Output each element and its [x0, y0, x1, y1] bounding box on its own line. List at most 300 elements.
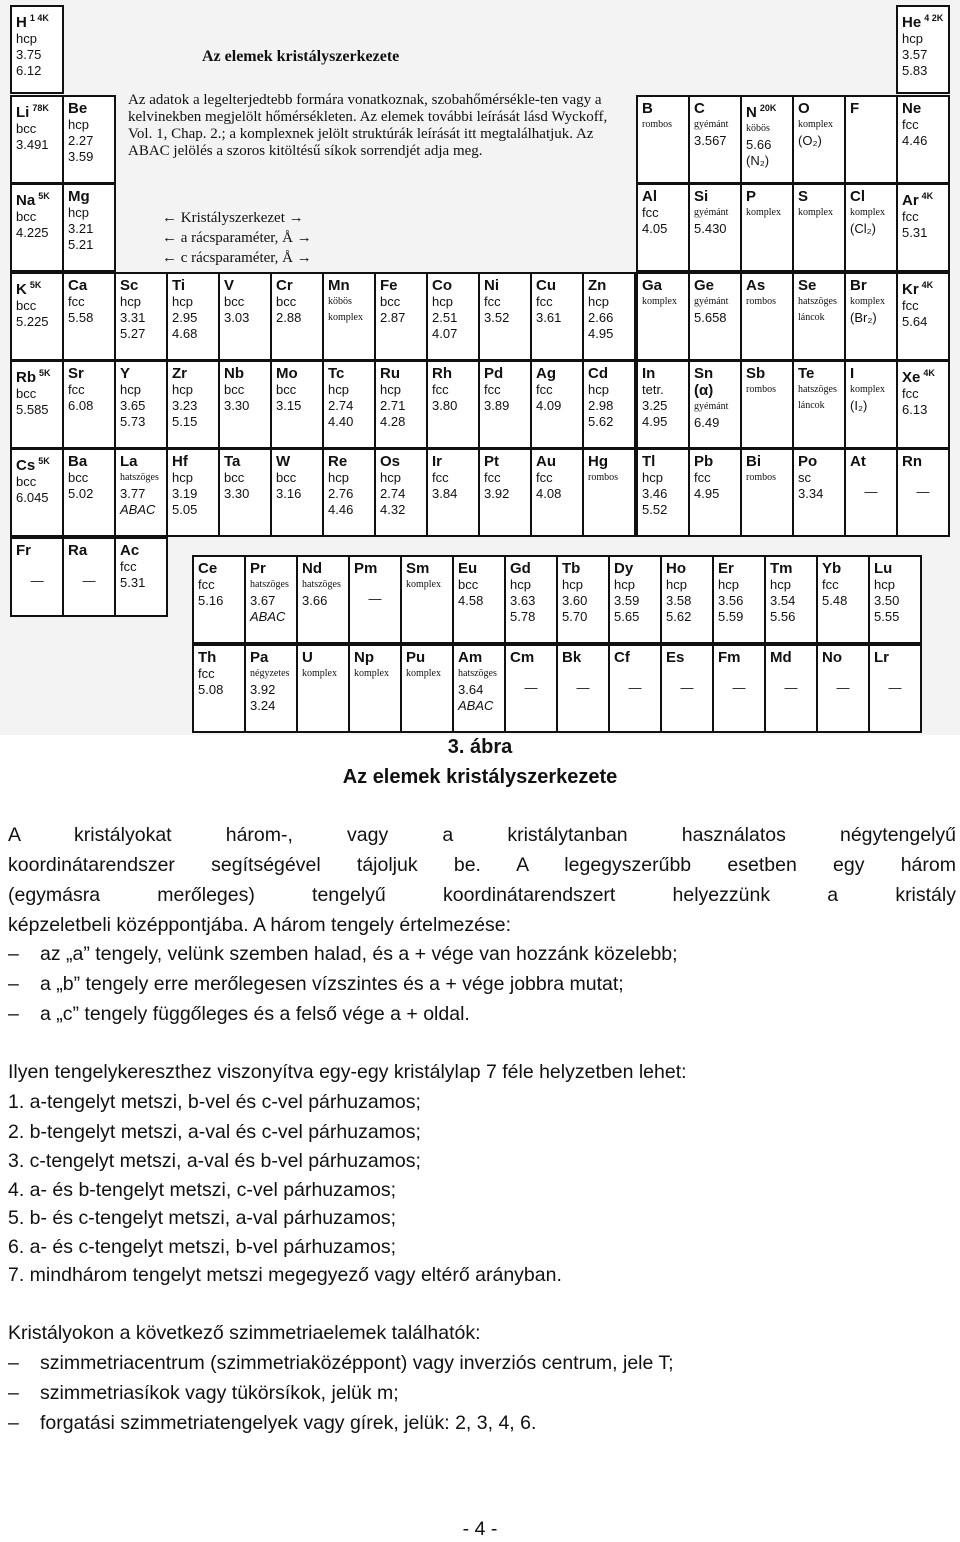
- element-value: láncok: [798, 400, 825, 411]
- element-value: —: [732, 680, 746, 695]
- figure-number: 3. ábra: [447, 736, 513, 758]
- element-value: fcc: [902, 209, 919, 224]
- element-value: négyzetes: [250, 668, 290, 679]
- position-item: 3. c-tengelyt metszi, a-val és b-vel párhuzamos;: [8, 1150, 421, 1172]
- element-value: hcp: [432, 294, 453, 309]
- element-cell-p: [740, 183, 794, 272]
- element-value: 5.58: [68, 310, 94, 325]
- element-value: 2.88: [276, 310, 302, 325]
- element-value: 3.50: [874, 593, 900, 608]
- element-symbol: Ne: [902, 100, 922, 117]
- element-value: 2.27: [68, 133, 94, 148]
- element-value: 5.66: [746, 137, 772, 152]
- element-value: 5.83: [902, 63, 928, 78]
- element-value: 3.19: [172, 486, 198, 501]
- element-value: hcp: [666, 577, 687, 592]
- element-cell-zn: [582, 272, 636, 361]
- element-value: komplex: [406, 579, 441, 590]
- element-symbol: Po: [798, 453, 818, 470]
- element-value: 3.84: [432, 486, 458, 501]
- element-cell-ar: [896, 183, 950, 272]
- element-symbol: Tm: [770, 560, 793, 577]
- element-symbol: At: [850, 453, 866, 470]
- legend-title: Az elemek kristályszerkezete: [202, 48, 400, 65]
- element-value: hcp: [770, 577, 791, 592]
- element-value: ABAC: [250, 609, 286, 624]
- element-value: 3.80: [432, 398, 458, 413]
- element-value: 6.13: [902, 402, 928, 417]
- element-cell-tm: [764, 555, 818, 644]
- element-cell-fe: [374, 272, 428, 361]
- element-symbol: Te: [798, 365, 815, 382]
- element-value: 4.95: [588, 326, 614, 341]
- element-value: 5.64: [902, 314, 928, 329]
- element-value: 4.07: [432, 326, 458, 341]
- element-cell-c: [688, 95, 742, 184]
- element-symbol: Eu: [458, 560, 478, 577]
- element-symbol: Hf: [172, 453, 188, 470]
- element-value: 3.57: [902, 47, 928, 62]
- element-value: 3.30: [224, 486, 250, 501]
- element-note: 5K: [29, 280, 42, 290]
- figure-title: Az elemek kristályszerkezete: [342, 766, 618, 788]
- element-value: bcc: [16, 474, 37, 489]
- element-value: 4.28: [380, 414, 406, 429]
- element-value: 5.70: [562, 609, 588, 624]
- element-cell-ni: [478, 272, 532, 361]
- element-value: 2.95: [172, 310, 198, 325]
- element-value: 3.24: [250, 698, 276, 713]
- element-cell-cd: [582, 360, 636, 449]
- element-cell-bk: [556, 644, 610, 733]
- element-value: 5.73: [120, 414, 146, 429]
- element-symbol: Sn (α): [694, 365, 714, 399]
- intro-line-1: A kristályokat három-, vagy a kristálytanban használatos négytengelyű: [8, 824, 956, 846]
- element-symbol: Es: [666, 649, 685, 666]
- element-symbol: Fe: [380, 277, 398, 294]
- element-value: komplex: [328, 312, 363, 323]
- element-cell-eu: [452, 555, 506, 644]
- element-cell-te: [792, 360, 846, 449]
- element-symbol: Xe $^{4K}$: [902, 368, 935, 386]
- element-cell-w: [270, 448, 324, 537]
- element-symbol: I: [850, 365, 855, 382]
- element-value: köbös: [328, 296, 352, 307]
- element-symbol: Ag: [536, 365, 556, 382]
- element-symbol: Ti: [172, 277, 186, 294]
- element-cell-ir: [426, 448, 480, 537]
- element-value: bcc: [224, 294, 245, 309]
- element-value: —: [836, 680, 850, 695]
- element-cell-sr: [62, 360, 116, 449]
- element-cell-er: [712, 555, 766, 644]
- element-value: fcc: [432, 382, 449, 397]
- element-value: 6.49: [694, 415, 720, 430]
- element-symbol: Ar $^{4K}$: [902, 191, 934, 209]
- element-symbol: Y: [120, 365, 131, 382]
- element-cell-co: [426, 272, 480, 361]
- element-value: 3.77: [120, 486, 146, 501]
- element-cell-he: [896, 5, 950, 94]
- element-symbol: Hg: [588, 453, 608, 470]
- element-value: 4.09: [536, 398, 562, 413]
- element-value: —: [916, 484, 930, 499]
- element-symbol: U: [302, 649, 313, 666]
- element-value: 4.225: [16, 225, 49, 240]
- element-value: hcp: [68, 205, 89, 220]
- element-value: —: [864, 484, 878, 499]
- element-value: 5.21: [68, 237, 94, 252]
- element-value: 4.05: [642, 221, 668, 236]
- element-value: bcc: [276, 382, 297, 397]
- element-cell-ag: [530, 360, 584, 449]
- element-value: 4.68: [172, 326, 198, 341]
- element-value: 3.92: [484, 486, 510, 501]
- element-value: hatszöges: [302, 579, 341, 590]
- element-cell-ho: [660, 555, 714, 644]
- element-cell-y: [114, 360, 168, 449]
- element-value: hatszöges: [458, 668, 497, 679]
- element-value: ABAC: [458, 698, 494, 713]
- element-cell-md: [764, 644, 818, 733]
- element-value: 5.31: [120, 575, 146, 590]
- element-symbol: F: [850, 100, 860, 117]
- element-symbol: Cr: [276, 277, 293, 294]
- element-value: fcc: [68, 382, 85, 397]
- element-value: —: [524, 680, 538, 695]
- element-value: komplex: [850, 207, 885, 218]
- element-symbol: No: [822, 649, 842, 666]
- element-symbol: Nd: [302, 560, 322, 577]
- element-cell-es: [660, 644, 714, 733]
- element-value: hatszöges: [250, 579, 289, 590]
- symmetry-item: – szimmetriacentrum (szimmetriaközéppont) vagy inverziós centrum, jele T;: [8, 1352, 674, 1374]
- element-value: 4.95: [642, 414, 668, 429]
- element-value: hcp: [718, 577, 739, 592]
- element-symbol: Rn: [902, 453, 922, 470]
- element-value: hcp: [68, 117, 89, 132]
- element-cell-s: [792, 183, 846, 272]
- legend-line-a: ← a rácsparaméter, Å →: [162, 230, 312, 246]
- element-symbol: Cu: [536, 277, 556, 294]
- element-value: fcc: [68, 294, 85, 309]
- element-cell-li: [10, 95, 64, 184]
- element-symbol: Cl: [850, 188, 865, 205]
- element-value: komplex: [746, 207, 781, 218]
- element-cell-rb: [10, 360, 64, 449]
- element-cell-si: [688, 183, 742, 272]
- element-value: köbös: [746, 123, 770, 134]
- element-symbol: La: [120, 453, 138, 470]
- element-value: —: [368, 591, 382, 606]
- element-value: 5.16: [198, 593, 224, 608]
- element-cell-al: [636, 183, 690, 272]
- element-symbol: Np: [354, 649, 374, 666]
- element-symbol: Pu: [406, 649, 426, 666]
- element-cell-no: [816, 644, 870, 733]
- element-value: 3.67: [250, 593, 276, 608]
- element-value: bcc: [224, 382, 245, 397]
- element-value: 3.46: [642, 486, 668, 501]
- element-value: 4.08: [536, 486, 562, 501]
- element-cell-zr: [166, 360, 220, 449]
- element-symbol: Lu: [874, 560, 893, 577]
- element-cell-cs: [10, 448, 64, 537]
- element-cell-fm: [712, 644, 766, 733]
- element-value: 3.89: [484, 398, 510, 413]
- element-cell-sn: [688, 360, 742, 449]
- element-value: 3.56: [718, 593, 744, 608]
- element-note: 4K: [921, 280, 934, 290]
- element-value: gyémánt: [694, 296, 729, 307]
- element-cell-in: [636, 360, 690, 449]
- element-value: 3.15: [276, 398, 302, 413]
- element-cell-pu: [400, 644, 454, 733]
- element-value: hcp: [172, 294, 193, 309]
- element-value: hatszöges: [120, 472, 159, 483]
- legend-line-c: ← c rácsparaméter, Å →: [162, 250, 312, 266]
- element-value: hatszöges: [798, 296, 837, 307]
- element-cell-cl: [844, 183, 898, 272]
- element-value: komplex: [642, 296, 677, 307]
- element-cell-ge: [688, 272, 742, 361]
- element-value: hcp: [614, 577, 635, 592]
- element-value: bcc: [380, 294, 401, 309]
- element-value: 5.59: [718, 609, 744, 624]
- element-cell-sc: [114, 272, 168, 361]
- intro-line-2: koordinátarendszer segítségével tájoljuk be. A legegyszerűbb esetben egy három: [8, 854, 956, 876]
- element-cell-la: [114, 448, 168, 537]
- element-value: —: [628, 680, 642, 695]
- element-value: 5.05: [172, 502, 198, 517]
- element-value: 3.31: [120, 310, 146, 325]
- element-value: fcc: [432, 470, 449, 485]
- axis-item-b: – a „b” tengely erre merőlegesen vízszintes és a + vége jobbra mutat;: [8, 973, 624, 995]
- element-symbol: Pd: [484, 365, 504, 382]
- element-value: 3.63: [510, 593, 536, 608]
- element-value: 5.55: [874, 609, 900, 624]
- element-symbol: Tc: [328, 365, 345, 382]
- element-value: fcc: [484, 382, 501, 397]
- element-cell-lu: [868, 555, 922, 644]
- element-cell-at: [844, 448, 898, 537]
- element-cell-ba: [62, 448, 116, 537]
- element-note: 5K: [38, 456, 50, 466]
- element-value: 5.08: [198, 682, 224, 697]
- element-cell-ca: [62, 272, 116, 361]
- element-note: 78K: [32, 103, 49, 113]
- element-symbol: Cm: [510, 649, 535, 666]
- element-cell-re: [322, 448, 376, 537]
- element-symbol: Sm: [406, 560, 430, 577]
- element-value: bcc: [276, 294, 297, 309]
- element-symbol: Am: [458, 649, 483, 666]
- element-symbol: Sr: [68, 365, 84, 382]
- element-value: hcp: [642, 470, 663, 485]
- element-value: fcc: [902, 386, 919, 401]
- element-symbol: Be: [68, 100, 88, 117]
- element-value: hcp: [172, 470, 193, 485]
- element-symbol: Co: [432, 277, 452, 294]
- element-symbol: Cs $^{5K}$: [16, 456, 50, 474]
- element-note: 1 4K: [29, 13, 49, 23]
- element-value: (O₂): [798, 133, 822, 148]
- element-cell-mn: [322, 272, 376, 361]
- element-value: fcc: [120, 559, 137, 574]
- element-symbol: H $^{1 4K}$: [16, 13, 49, 31]
- element-cell-po: [792, 448, 846, 537]
- element-cell-nd: [296, 555, 350, 644]
- element-value: 3.30: [224, 398, 250, 413]
- periodic-table-figure: [0, 0, 960, 735]
- element-value: 4.32: [380, 502, 406, 517]
- element-symbol: Mg: [68, 188, 90, 205]
- element-cell-ra: [62, 537, 116, 617]
- element-note: 20K: [759, 103, 777, 113]
- element-symbol: Br: [850, 277, 867, 294]
- element-value: 6.12: [16, 63, 42, 78]
- element-value: (N₂): [746, 153, 770, 168]
- element-value: ABAC: [120, 502, 156, 517]
- element-cell-kr: [896, 272, 950, 361]
- element-value: hcp: [902, 31, 923, 46]
- element-value: fcc: [484, 470, 501, 485]
- element-value: rombos: [746, 472, 776, 483]
- element-value: 3.59: [614, 593, 640, 608]
- element-value: fcc: [536, 382, 553, 397]
- element-value: 3.59: [68, 149, 94, 164]
- element-value: bcc: [16, 209, 37, 224]
- element-value: gyémánt: [694, 207, 729, 218]
- element-cell-fr: [10, 537, 64, 617]
- element-symbol: He $^{4 2K}$: [902, 13, 944, 31]
- element-value: 4.58: [458, 593, 484, 608]
- element-value: 3.567: [694, 133, 727, 148]
- element-value: 5.56: [770, 609, 796, 624]
- element-symbol: N $^{20K}$: [746, 103, 777, 121]
- element-cell-hf: [166, 448, 220, 537]
- element-value: 5.225: [16, 314, 49, 329]
- element-symbol: Pb: [694, 453, 714, 470]
- element-symbol: Cd: [588, 365, 608, 382]
- element-value: 2.66: [588, 310, 614, 325]
- intro-line-3: (egymásra merőleges) tengelyű koordinátarendszert helyezzünk a kristály: [8, 884, 956, 906]
- element-cell-v: [218, 272, 272, 361]
- element-symbol: Ga: [642, 277, 663, 294]
- element-cell-pt: [478, 448, 532, 537]
- element-cell-am: [452, 644, 506, 733]
- element-value: hatszöges: [798, 384, 837, 395]
- position-item: 1. a-tengelyt metszi, b-vel és c-vel párhuzamos;: [8, 1091, 421, 1113]
- element-symbol: B: [642, 100, 653, 117]
- element-value: bcc: [68, 470, 89, 485]
- element-symbol: Pm: [354, 560, 378, 577]
- element-note: 4 2K: [924, 13, 944, 23]
- element-value: fcc: [536, 294, 553, 309]
- element-value: komplex: [406, 668, 441, 679]
- element-symbol: Ho: [666, 560, 686, 577]
- element-value: rombos: [746, 384, 776, 395]
- element-symbol: Rh: [432, 365, 452, 382]
- element-value: 5.62: [588, 414, 614, 429]
- element-value: hcp: [380, 470, 401, 485]
- element-value: 5.48: [822, 593, 848, 608]
- element-symbol: Se: [798, 277, 817, 294]
- element-cell-h: [10, 5, 64, 94]
- element-value: bcc: [16, 386, 37, 401]
- element-symbol: Li $^{78K}$: [16, 103, 49, 121]
- element-symbol: O: [798, 100, 810, 117]
- element-cell-f: [844, 95, 898, 184]
- element-value: 3.58: [666, 593, 692, 608]
- element-symbol: K $^{5K}$: [16, 280, 42, 298]
- page-number: - 4 -: [462, 1518, 498, 1540]
- element-value: 5.31: [902, 225, 928, 240]
- element-note: 4K: [923, 368, 935, 378]
- element-cell-rh: [426, 360, 480, 449]
- element-value: bcc: [276, 470, 297, 485]
- element-value: bcc: [16, 298, 37, 313]
- element-symbol: Au: [536, 453, 556, 470]
- element-cell-cu: [530, 272, 584, 361]
- element-symbol: Tl: [642, 453, 656, 470]
- axis-item-c: – a „c” tengely függőleges és a felső vége a + oldal.: [8, 1003, 470, 1025]
- legend-line-structure: ← Kristályszerkezet →: [162, 210, 304, 226]
- element-cell-tl: [636, 448, 690, 537]
- element-cell-b: [636, 95, 690, 184]
- element-symbol: Er: [718, 560, 734, 577]
- element-value: 5.658: [694, 310, 727, 325]
- element-symbol: Ce: [198, 560, 218, 577]
- element-note: 5K: [39, 368, 51, 378]
- position-item: 4. a- és b-tengelyt metszi, c-vel párhuzamos;: [8, 1179, 396, 1201]
- element-value: —: [82, 573, 96, 588]
- element-symbol: As: [746, 277, 766, 294]
- element-cell-na: [10, 183, 64, 272]
- element-symbol: In: [642, 365, 656, 382]
- element-cell-se: [792, 272, 846, 361]
- element-value: 5.52: [642, 502, 668, 517]
- element-value: 3.64: [458, 682, 484, 697]
- element-value: 2.98: [588, 398, 614, 413]
- element-value: 6.045: [16, 490, 49, 505]
- element-symbol: Ac: [120, 542, 140, 559]
- element-cell-n: [740, 95, 794, 184]
- element-value: 4.95: [694, 486, 720, 501]
- element-value: rombos: [746, 296, 776, 307]
- element-symbol: Al: [642, 188, 657, 205]
- element-symbol: Fm: [718, 649, 741, 666]
- element-cell-o: [792, 95, 846, 184]
- element-value: hcp: [562, 577, 583, 592]
- element-value: fcc: [902, 298, 919, 313]
- element-cell-tc: [322, 360, 376, 449]
- element-value: —: [576, 680, 590, 695]
- element-cell-nb: [218, 360, 272, 449]
- element-value: fcc: [822, 577, 839, 592]
- element-value: hcp: [380, 382, 401, 397]
- element-value: 5.65: [614, 609, 640, 624]
- element-cell-pm: [348, 555, 402, 644]
- element-value: komplex: [850, 296, 885, 307]
- element-cell-th: [192, 644, 246, 733]
- element-value: fcc: [198, 666, 215, 681]
- element-symbol: Ir: [432, 453, 443, 470]
- element-value: komplex: [850, 384, 885, 395]
- element-symbol: Dy: [614, 560, 634, 577]
- legend-description: Az adatok a legelterjedtebb formára vonatkoznak, szobahőmérsékle-ten vagy a kelvinekben megjelölt hőmérsékleten. Az elemek további leírását lásd Wyckoff, Vol. 1, Chap. 2.; a komplexnek jelölt struktúrák leírását itt megtalálhatjuk. Az ABAC jelölés a szoros kitöltésű síkok sorrendjét adja meg.: [128, 92, 608, 159]
- element-value: 3.66: [302, 593, 328, 608]
